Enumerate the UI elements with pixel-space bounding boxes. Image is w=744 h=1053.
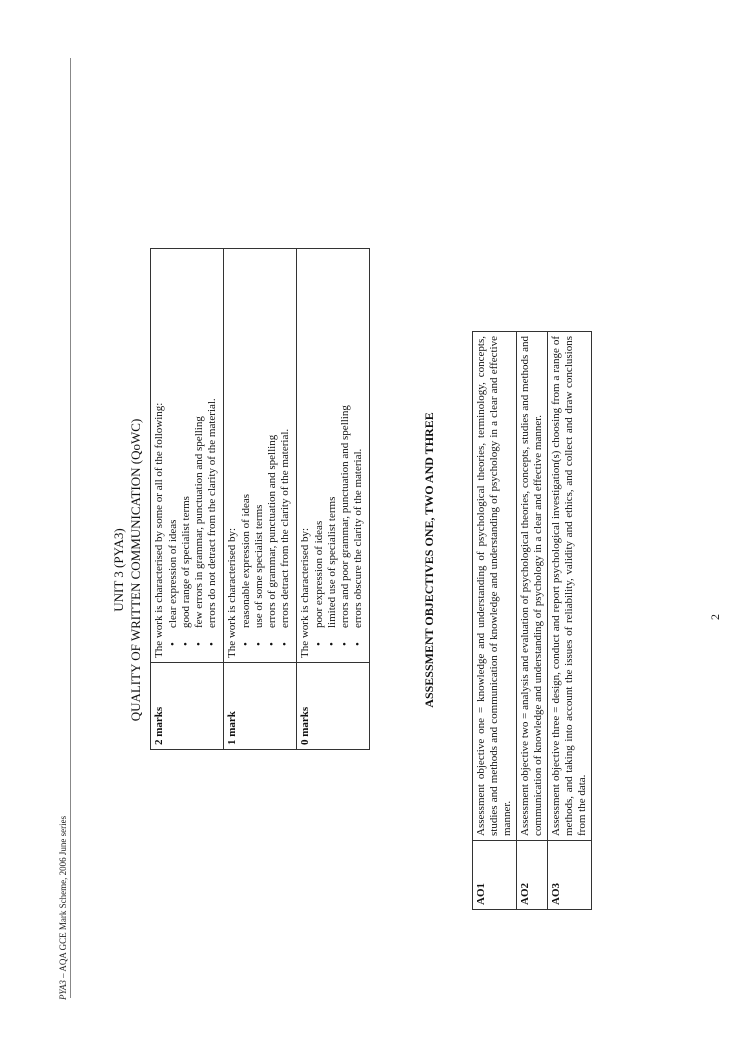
- unit-title-line1: UNIT 3 (PYA3): [111, 528, 126, 612]
- objective-code: AO2: [517, 841, 548, 910]
- marks-cell: 0 marks: [297, 663, 370, 750]
- bullet-list: [313, 253, 365, 658]
- ao-heading: ASSESSMENT OBJECTIVES ONE, TWO AND THREE: [422, 412, 436, 708]
- list-item: • clear expression of ideas: [167, 253, 180, 628]
- description-cell: [297, 249, 370, 663]
- list-item: • limited use of specialist terms: [326, 253, 339, 628]
- description-intro: The work is characterised by:: [226, 527, 238, 658]
- list-item: • errors do not detract from the clarity of the material.: [206, 253, 219, 628]
- header-rule: [70, 58, 71, 998]
- objective-text: Assessment objective one = knowledge and understanding of psychological theories, terminology, concepts, studies and methods and communication of knowledge and understanding of psychology in a clear and effective manner.: [473, 332, 517, 841]
- list-item: • good range of specialist terms: [180, 253, 193, 628]
- list-item: • errors obscure the clarity of the material.: [352, 253, 365, 628]
- objective-text: Assessment objective three = design, conduct and report psychological investigation(s) choosing from a range of methods, and taking into account the issues of reliability, validity and ethics, and collect and draw conclusions from the data.: [548, 332, 592, 841]
- running-header-code: PYA3: [58, 980, 68, 1000]
- table-row: [224, 249, 297, 750]
- list-item: • reasonable expression of ideas: [240, 253, 253, 628]
- marks-cell: 2 marks: [151, 663, 224, 750]
- objective-code: AO3: [548, 841, 592, 910]
- table-row: [473, 332, 517, 910]
- running-header-text: – AQA GCE Mark Scheme, 2006 June series: [58, 815, 68, 981]
- table-row: [548, 332, 592, 910]
- qowc-table: [150, 248, 370, 750]
- unit-title-line2: QUALITY OF WRITTEN COMMUNICATION (QoWC): [128, 418, 143, 722]
- list-item: • few errors in grammar, punctuation and spelling: [193, 253, 206, 628]
- table-row: [297, 249, 370, 750]
- unit-title: [110, 220, 144, 920]
- table-row: [151, 249, 224, 750]
- description-intro: The work is characterised by some or all of the following:: [153, 402, 165, 658]
- page-number: 2: [708, 614, 722, 620]
- objective-text: Assessment objective two = analysis and evaluation of psychological theories, concepts, studies and methods and communication of knowledge and understanding of psychology in a clear and effective manner.: [517, 332, 548, 841]
- running-header: [58, 816, 68, 1000]
- description-cell: [151, 249, 224, 663]
- list-item: • errors detract from the clarity of the material.: [279, 253, 292, 628]
- description-cell: [224, 249, 297, 663]
- list-item: • errors of grammar, punctuation and spelling: [266, 253, 279, 628]
- list-item: • use of some specialist terms: [253, 253, 266, 628]
- list-item: • errors and poor grammar, punctuation and spelling: [339, 253, 352, 628]
- description-intro: The work is characterised by:: [299, 527, 311, 658]
- marks-cell: 1 mark: [224, 663, 297, 750]
- landscape-page: [110, 60, 722, 920]
- objective-code: AO1: [473, 841, 517, 910]
- bullet-list: [240, 253, 292, 658]
- objectives-table: [472, 331, 592, 910]
- table-row: [517, 332, 548, 910]
- bullet-list: [167, 253, 219, 658]
- list-item: • poor expression of ideas: [313, 253, 326, 628]
